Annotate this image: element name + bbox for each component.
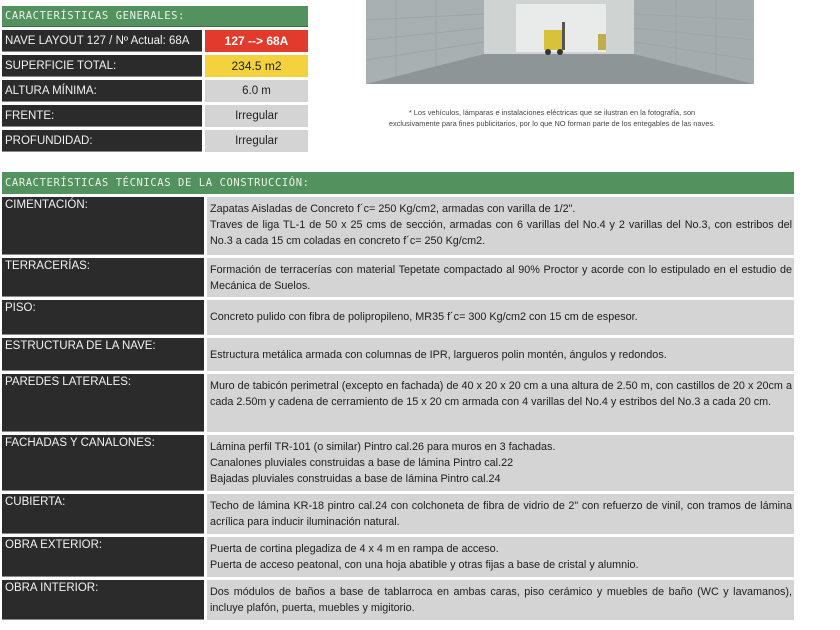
- warehouse-photo: [366, 0, 754, 84]
- general-row-layout: [2, 30, 308, 52]
- tech-value: [207, 300, 794, 335]
- general-header: CARACTERÍSTICAS GENERALES:: [2, 6, 308, 27]
- tech-row-side-walls: [2, 374, 794, 432]
- general-value: 6.0 m: [205, 80, 308, 102]
- general-value: Irregular: [205, 130, 308, 152]
- tech-label: FACHADAS Y CANALONES:: [2, 435, 204, 491]
- general-row-front: [2, 105, 308, 127]
- tech-line: Concreto pulido con fibra de polipropileno, MR35 f´c= 300 Kg/cm2 con 15 cm de espesor.: [210, 311, 638, 323]
- tech-line: Zapatas Aisladas de Concreto f´c= 250 Kg/cm2, armadas con varilla de 1/2".: [210, 203, 576, 215]
- tech-label: CIMENTACIÓN:: [2, 197, 204, 255]
- tech-line: Dos módulos de baños a base de tablarroca en ambas caras, piso cerámico y muebles de baño (WC y lavamanos), incluye plafón, puerta, muebles y migitorio.: [210, 586, 792, 614]
- tech-row-roof: [2, 494, 794, 534]
- tech-label: TERRACERÍAS:: [2, 258, 204, 297]
- technical-header: CARACTERÍSTICAS TÉCNICAS DE LA CONSTRUCCIÓN:: [2, 172, 794, 194]
- tech-label: ESTRUCTURA DE LA NAVE:: [2, 338, 204, 371]
- tech-line: Puerta de acceso peatonal, con una hoja abatible y otras fijas a base de cristal y alumnio.: [210, 559, 639, 571]
- tech-value: [207, 494, 794, 534]
- layout-value-badge: 127 --> 68A: [205, 30, 308, 52]
- tech-value: [207, 537, 794, 577]
- tech-label: PISO:: [2, 300, 204, 335]
- tech-value: [207, 197, 794, 255]
- general-label: FRENTE:: [2, 105, 202, 127]
- tech-value: [207, 258, 794, 297]
- tech-label: OBRA EXTERIOR:: [2, 537, 204, 577]
- general-label: NAVE LAYOUT 127 / Nº Actual: 68A: [2, 30, 202, 52]
- tech-line: Traves de liga TL-1 de 50 x 25 cms de sección, armadas con 6 varillas del No.4 y 2 varillas del No.3, con estribos del No.3 a cada 15 cm coladas en concreto f´c= 250 Kg/cm2.: [210, 219, 792, 247]
- tech-row-interior-work: [2, 580, 794, 620]
- tech-row-foundation: [2, 197, 794, 255]
- tech-label: CUBIERTA:: [2, 494, 204, 534]
- tech-line: Techo de lámina KR-18 pintro cal.24 con colchoneta de fibra de vidrio de 2" con refuerzo de vinil, con tramos de lámina acrílica para inducir iluminación natural.: [210, 500, 792, 528]
- tech-row-floor: [2, 300, 794, 335]
- tech-value: [207, 374, 794, 432]
- disclaimer-line: exclusivamente para fines publicitarios, por lo que NO forman parte de los entegables de las naves.: [388, 119, 716, 128]
- general-row-height: [2, 80, 308, 102]
- tech-line: Estructura metálica armada con columnas de IPR, largueros polin montén, ángulos y redondos.: [210, 349, 667, 361]
- surface-value-badge: 234.5 m2: [205, 55, 308, 77]
- tech-value: [207, 435, 794, 491]
- tech-line: Bajadas pluviales construidas a base de lámina Pintro cal.24: [210, 473, 501, 485]
- general-row-depth: [2, 130, 308, 152]
- tech-value: [207, 338, 794, 371]
- tech-row-exterior-work: [2, 537, 794, 577]
- general-value: Irregular: [205, 105, 308, 127]
- disclaimer-line: * Los vehículos, lámparas e instalaciones eléctricas que se ilustran en la fotografía, son: [408, 108, 696, 117]
- general-label: ALTURA MÍNIMA:: [2, 80, 202, 102]
- general-row-surface: [2, 55, 308, 77]
- tech-value: [207, 580, 794, 620]
- tech-label: PAREDES LATERALES:: [2, 374, 204, 432]
- general-label: SUPERFICIE TOTAL:: [2, 55, 202, 77]
- general-label: PROFUNDIDAD:: [2, 130, 202, 152]
- tech-label: OBRA INTERIOR:: [2, 580, 204, 620]
- tech-row-facades: [2, 435, 794, 491]
- photo-disclaimer: [346, 107, 758, 129]
- warehouse-interior-image: [366, 0, 754, 84]
- tech-row-structure: [2, 338, 794, 371]
- technical-characteristics-table: [2, 172, 794, 620]
- tech-line: Formación de terracerías con material Tepetate compactado al 90% Proctor y acorde con lo estipulado en el estudio de Mecánica de Suelos.: [210, 264, 792, 292]
- tech-line: Lámina perfil TR-101 (o similar) Pintro cal.26 para muros en 3 fachadas.: [210, 441, 556, 453]
- tech-line: Muro de tabicón perimetral (excepto en fachada) de 40 x 20 x 20 cm a una altura de 2.50 m, con castillos de 20 x 20cm a cada 2.50m y cadena de cerramiento de 15 x 20 cm armada con 4 varillas del No.4 y estribos del No.3 a cada 20 cm.: [210, 380, 792, 408]
- tech-line: Puerta de cortina plegadiza de 4 x 4 m en rampa de acceso.: [210, 543, 499, 555]
- tech-line: Canalones pluviales construidas a base de lámina Pintro cal.22: [210, 457, 514, 469]
- tech-row-earthworks: [2, 258, 794, 297]
- general-characteristics-table: [2, 6, 308, 152]
